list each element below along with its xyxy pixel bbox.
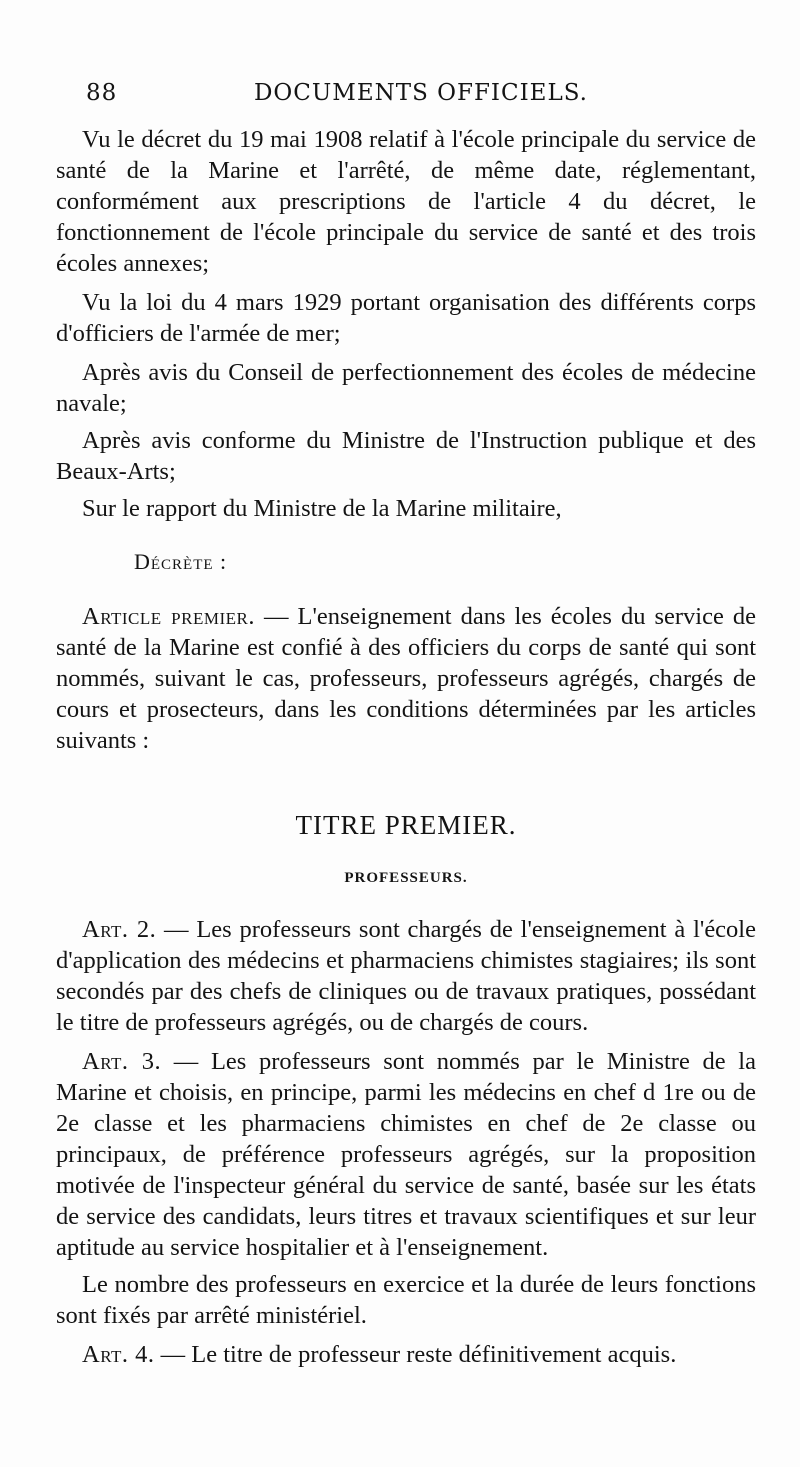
article-label: Art. 3. (82, 1048, 162, 1075)
article-text: — Le titre de professeur reste définitivement acquis. (154, 1341, 677, 1368)
preamble-paragraph: Après avis conforme du Ministre de l'Instruction publique et des Beaux-Arts; (56, 427, 756, 485)
preamble-paragraph: Après avis du Conseil de perfectionnement des écoles de médecine navale; (56, 359, 756, 417)
article-label: Article premier. (82, 603, 255, 630)
article-text: — Les professeurs sont nommés par le Ministre de la Marine et choisis, en principe, parmi les médecins en chef d 1re ou de 2e classe et les pharmaciens chimistes en chef de 2e classe ou principaux, de préférence professeurs agrégés, sur la proposition motivée de l'inspecteur général du service de santé, basée sur les états de service des candidats, leurs titres et travaux scientifiques et sur leur aptitude au service hospitalier et à l'enseignement. (56, 1048, 756, 1261)
running-head: DOCUMENTS OFFICIELS. (253, 80, 588, 106)
article-premier (56, 601, 756, 756)
article-text: — Les professeurs sont chargés de l'enseignement à l'école d'application des médecins et pharmaciens chimistes stagiaires; ils sont secondés par des chefs de cliniques ou de travaux pratiques, possédant le titre de professeurs agrégés, ou de chargés de cours. (56, 916, 756, 1036)
article-2 (56, 914, 756, 1038)
preamble-paragraph: Vu le décret du 19 mai 1908 relatif à l'école principale du service de santé de la Marine et l'arrêté, de même date, réglementant, conformément aux prescriptions de l'article 4 du décret, le fonctionnement de l'école principale du service de santé et des trois écoles annexes; (56, 126, 756, 277)
article-4 (56, 1339, 756, 1370)
section-heading: PROFESSEURS. (344, 870, 468, 886)
page-header (86, 80, 756, 116)
titre-heading: TITRE PREMIER. (295, 810, 517, 840)
article-text: — L'enseignement dans les écoles du service de santé de la Marine est confié à des officiers du corps de santé qui sont nommés, suivant le cas, professeurs, professeurs agrégés, chargés de cours et prosecteurs, dans les conditions déterminées par les articles suivants : (56, 603, 756, 754)
page-number: 88 (86, 80, 118, 106)
preamble-paragraph: Sur le rapport du Ministre de la Marine militaire, (82, 495, 562, 522)
article-label: Art. 2. (82, 916, 157, 943)
preamble-paragraph: Vu la loi du 4 mars 1929 portant organisation des différents corps d'officiers de l'armée de mer; (56, 289, 756, 347)
article-3-continuation (56, 1269, 756, 1331)
article-3 (56, 1046, 756, 1263)
article-label: Art. 4. (82, 1341, 155, 1368)
article-text: Le nombre des professeurs en exercice et la durée de leurs fonctions sont fixés par arrêté ministériel. (56, 1271, 756, 1329)
decrete-heading: Décrète : (134, 549, 228, 574)
body-text (56, 124, 756, 1378)
